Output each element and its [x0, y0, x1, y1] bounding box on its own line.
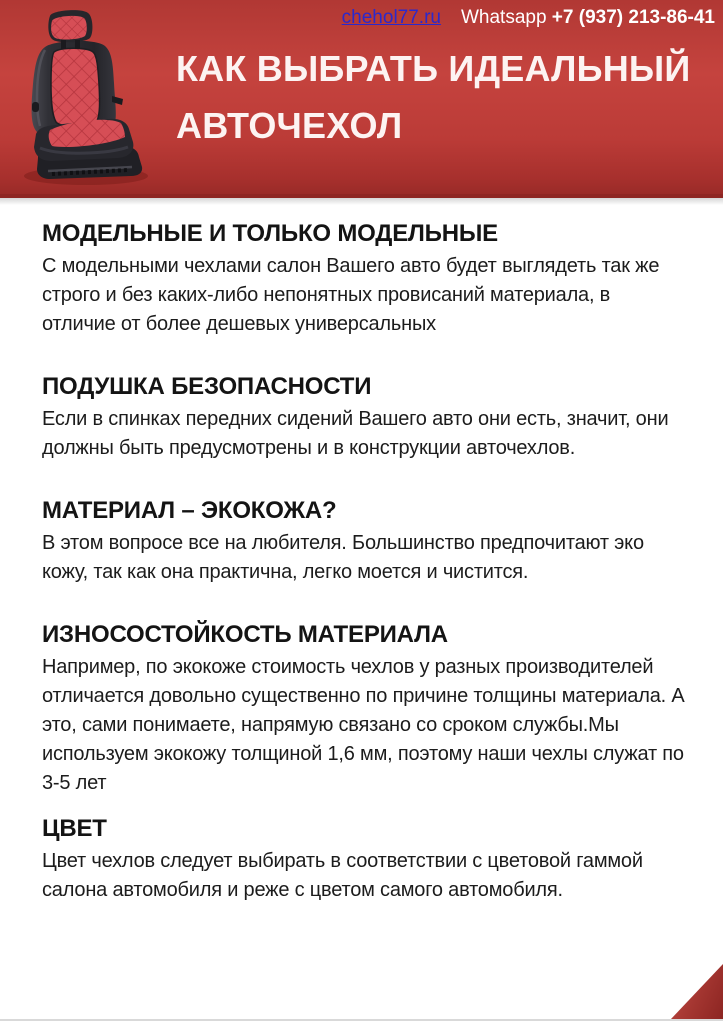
section-airbag	[42, 372, 685, 463]
section-heading: ИЗНОСОСТОЙКОСТЬ МАТЕРИАЛА	[42, 621, 448, 648]
whatsapp-label: Whatsapp	[460, 7, 547, 28]
whatsapp-contact	[461, 4, 715, 32]
section-body: Например, по экокоже стоимость чехлов у разных производителей отличается довольно существенно по причине толщины материала. А это, сами понимаете, напрямую связано со сроком службы.Мы используем экокожу толщиной 1,6 мм, поэтому наши чехлы служат по 3-5 лет	[42, 656, 685, 794]
header-banner	[0, 0, 723, 198]
section-color	[42, 814, 685, 905]
section-heading: МОДЕЛЬНЫЕ И ТОЛЬКО МОДЕЛЬНЫЕ	[42, 220, 498, 247]
title-line-1: КАК ВЫБРАТЬ ИДЕАЛЬНЫЙ	[176, 48, 691, 89]
topbar	[342, 4, 715, 32]
section-heading: ПОДУШКА БЕЗОПАСНОСТИ	[42, 373, 372, 400]
corner-triangle-decoration	[671, 964, 723, 1019]
section-material	[42, 496, 685, 587]
content	[0, 198, 723, 905]
section-model-only	[42, 219, 685, 339]
section-body: С модельными чехлами салон Вашего авто будет выглядеть так же строго и без каких-либо непонятных провисаний материала, в отличие от более дешевых универсальных	[42, 255, 660, 335]
section-body: Если в спинках передних сидений Вашего авто они есть, значит, они должны быть предусмотрены и в конструкции авточехлов.	[42, 408, 669, 459]
car-seat-image	[4, 6, 162, 190]
bottom-edge-line	[0, 1019, 723, 1021]
section-body: В этом вопросе все на любителя. Большинство предпочитают эко кожу, так как она практична, легко моется и чистится.	[42, 532, 644, 583]
section-durability	[42, 620, 685, 798]
page-title	[176, 40, 721, 154]
site-link[interactable]: chehol77.ru	[341, 7, 441, 28]
whatsapp-number: +7 (937) 213-86-41	[551, 7, 715, 28]
title-line-2: АВТОЧЕХОЛ	[176, 105, 403, 146]
section-heading: МАТЕРИАЛ – ЭКОКОЖА?	[42, 497, 337, 524]
section-heading: ЦВЕТ	[42, 815, 107, 842]
section-body: Цвет чехлов следует выбирать в соответствии с цветовой гаммой салона автомобиля и реже с цветом самого автомобиля.	[42, 850, 643, 901]
